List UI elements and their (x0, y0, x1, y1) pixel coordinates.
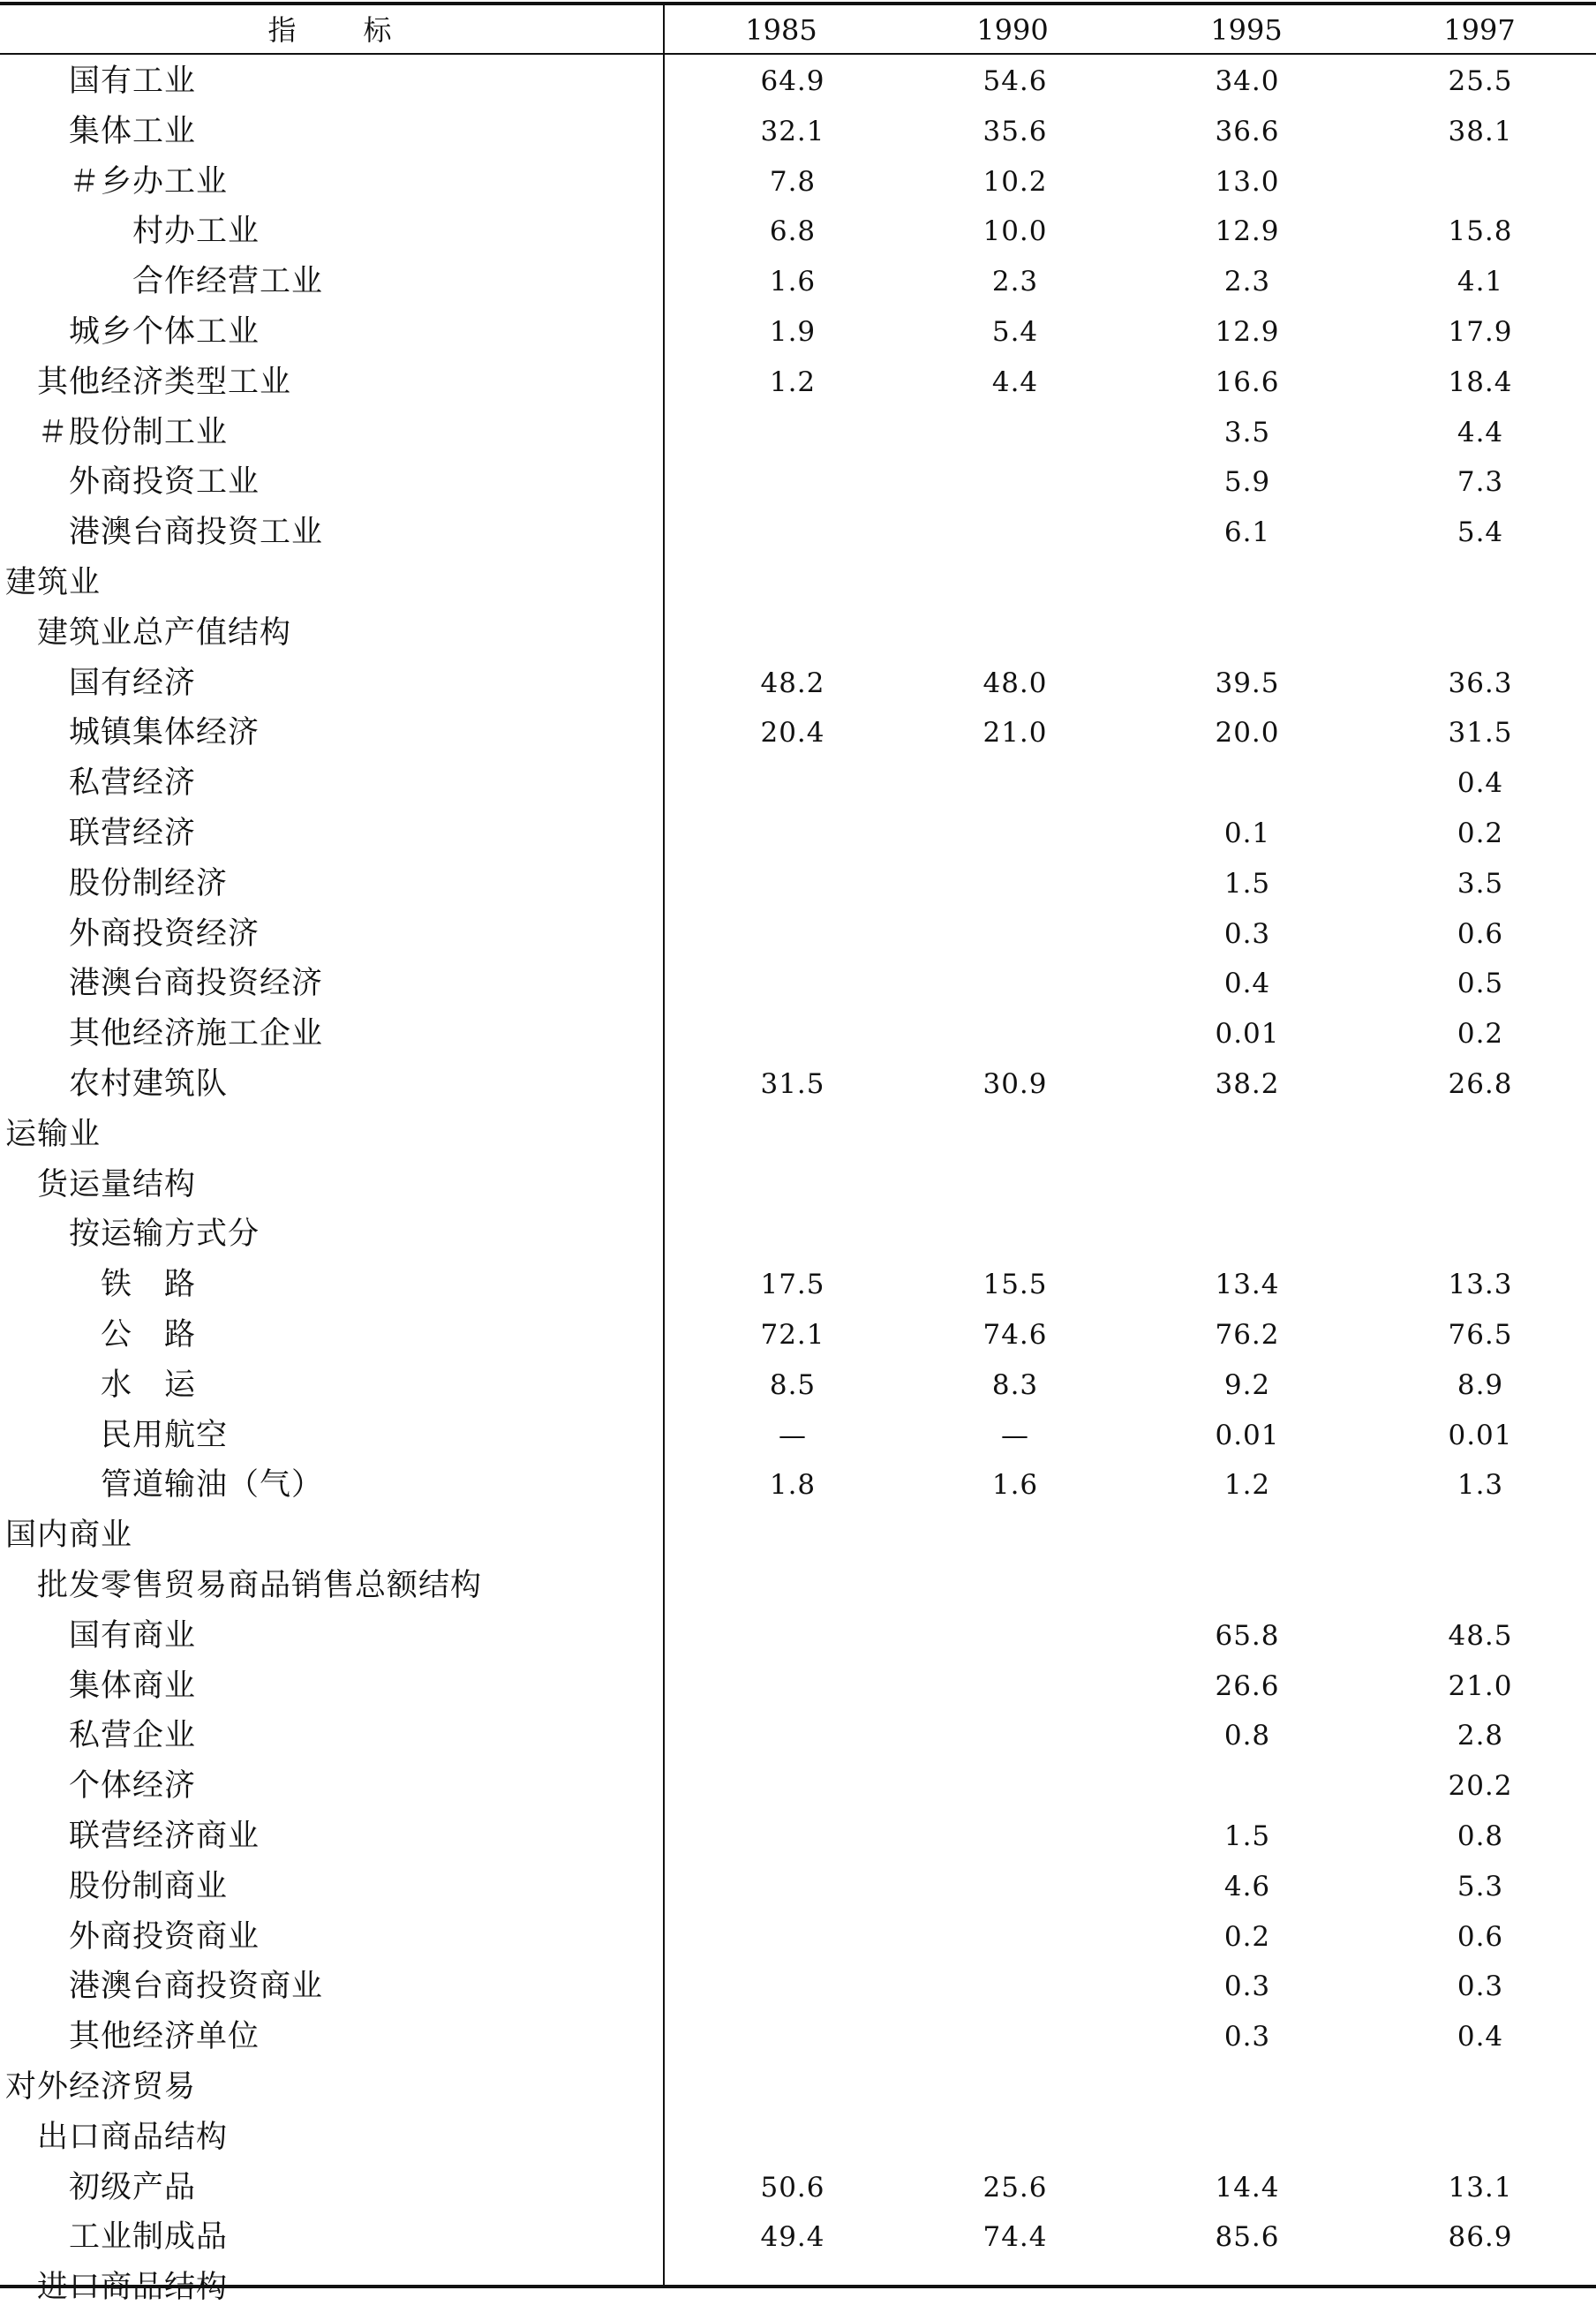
value-cell: 49.4 (760, 2221, 825, 2254)
value-cell (1159, 558, 1336, 608)
value-cell: 0.4 (1457, 767, 1504, 800)
value-cell: 13.3 (1448, 1269, 1513, 1301)
table-row (0, 809, 1596, 859)
value-cell (927, 809, 1103, 859)
row-label: 城乡个体工业 (69, 314, 260, 350)
value-cell: 25.6 (982, 2171, 1048, 2204)
value-cell: 13.0 (1215, 165, 1280, 198)
table-row (0, 2113, 1596, 2163)
value-cell: 31.5 (760, 1068, 825, 1100)
value-cell: 20.2 (1448, 1770, 1513, 1803)
table-row (0, 408, 1596, 458)
table-row (0, 207, 1596, 257)
value-cell: 3.5 (1457, 867, 1504, 900)
value-cell: 12.9 (1215, 316, 1280, 348)
value-cell: 15.5 (982, 1269, 1048, 1301)
value-cell (927, 457, 1103, 508)
value-cell (1392, 1110, 1569, 1160)
row-label: 联营经济 (69, 816, 197, 851)
row-label: 集体商业 (69, 1668, 197, 1704)
value-cell: 5.4 (1457, 516, 1504, 549)
value-cell: 1.5 (1223, 867, 1271, 900)
header-indicator: 指 标 (267, 13, 395, 47)
value-cell (927, 1761, 1103, 1812)
value-cell (704, 1962, 881, 2012)
value-cell (927, 959, 1103, 1009)
value-cell: 39.5 (1215, 667, 1280, 699)
row-label: 货运量结构 (37, 1166, 197, 1202)
value-cell: 26.6 (1215, 1669, 1280, 1702)
value-cell: 7.8 (769, 165, 817, 198)
value-cell (927, 758, 1103, 809)
value-cell (704, 1611, 881, 1661)
row-label: 民用航空 (101, 1417, 229, 1453)
row-label: 批发零售贸易商品销售总额结构 (37, 1568, 483, 1603)
value-cell (1159, 1761, 1336, 1812)
row-label: ＃乡办工业 (69, 163, 229, 200)
row-label: 私营经济 (69, 765, 197, 802)
row-label: 合作经营工业 (132, 264, 324, 300)
row-label: 进口商品结构 (37, 2270, 229, 2306)
value-cell: 1.2 (769, 365, 817, 398)
table-row (0, 1611, 1596, 1661)
row-label: 对外经济贸易 (5, 2069, 197, 2105)
table-row (0, 508, 1596, 558)
value-cell: 13.1 (1448, 2171, 1513, 2204)
row-label: ＃股份制工业 (37, 414, 229, 450)
value-cell: 0.4 (1457, 2021, 1504, 2053)
row-label: 村办工业 (132, 214, 260, 250)
value-cell (927, 909, 1103, 960)
header-year: 1995 (1210, 13, 1283, 47)
table-row (0, 708, 1596, 758)
value-cell: 1.6 (769, 266, 817, 298)
value-cell: 0.4 (1223, 968, 1271, 1000)
table-row (0, 1962, 1596, 2012)
value-cell: 0.2 (1223, 1920, 1271, 1953)
value-cell (927, 558, 1103, 608)
value-cell (927, 1209, 1103, 1260)
value-cell: 1.2 (1223, 1469, 1271, 1502)
row-label: 外商投资商业 (69, 1918, 260, 1955)
value-cell (927, 608, 1103, 659)
table-row (0, 1511, 1596, 1561)
row-label: 出口商品结构 (37, 2119, 229, 2155)
value-cell: 5.4 (991, 316, 1039, 348)
value-cell (927, 1160, 1103, 1210)
value-cell: 0.01 (1215, 1419, 1280, 1451)
table-row (0, 1411, 1596, 1461)
value-cell (927, 1862, 1103, 1912)
table-row (0, 107, 1596, 157)
value-cell (927, 859, 1103, 909)
value-cell (704, 1912, 881, 1963)
value-cell: 48.5 (1448, 1619, 1513, 1652)
value-cell: 2.3 (1223, 266, 1271, 298)
value-cell: 74.6 (982, 1319, 1048, 1351)
top-rule (0, 2, 1596, 5)
value-cell: 26.8 (1448, 1068, 1513, 1100)
table-row (0, 2212, 1596, 2263)
value-cell (1159, 2062, 1336, 2113)
value-cell (927, 1912, 1103, 1963)
value-cell: 0.3 (1457, 1970, 1504, 2003)
table-row (0, 1812, 1596, 1862)
table-row (0, 859, 1596, 909)
row-label: 集体工业 (69, 113, 197, 149)
value-cell (1392, 1160, 1569, 1210)
value-cell (927, 1561, 1103, 1611)
value-cell (704, 2012, 881, 2062)
table-row (0, 1110, 1596, 1160)
row-label: 股份制经济 (69, 865, 229, 901)
table-row (0, 1912, 1596, 1963)
value-cell (1392, 2263, 1569, 2313)
row-label: 联营经济商业 (69, 1819, 260, 1854)
value-cell: 10.0 (982, 215, 1048, 248)
table-row (0, 2062, 1596, 2113)
value-cell: 1.9 (769, 316, 817, 348)
value-cell: 2.3 (991, 266, 1039, 298)
row-label: 国有商业 (69, 1617, 197, 1654)
table-row (0, 959, 1596, 1009)
table-row (0, 1761, 1596, 1812)
value-cell (927, 2263, 1103, 2313)
value-cell (704, 859, 881, 909)
value-cell: 0.3 (1223, 917, 1271, 950)
value-cell (704, 1661, 881, 1712)
value-cell (1159, 1209, 1336, 1260)
value-cell: 21.0 (1448, 1669, 1513, 1702)
row-label: 水 运 (101, 1367, 197, 1403)
table-row (0, 758, 1596, 809)
value-cell: 8.5 (769, 1368, 817, 1401)
table-row (0, 1310, 1596, 1360)
table-row (0, 1661, 1596, 1712)
table-row (0, 1260, 1596, 1310)
value-cell: 36.6 (1215, 115, 1280, 147)
value-cell: 36.3 (1448, 667, 1513, 699)
value-cell (927, 1962, 1103, 2012)
value-cell: 8.3 (991, 1368, 1039, 1401)
value-cell: 10.2 (982, 165, 1048, 198)
table-row (0, 659, 1596, 709)
row-label: 个体经济 (69, 1768, 197, 1804)
row-label: 工业制成品 (69, 2219, 229, 2256)
table-row (0, 1009, 1596, 1059)
value-cell (704, 2263, 881, 2313)
value-cell (1392, 1561, 1569, 1611)
value-cell (704, 2113, 881, 2163)
value-cell: 74.4 (982, 2221, 1048, 2254)
value-cell (704, 959, 881, 1009)
value-cell (704, 1160, 881, 1210)
value-cell (704, 1862, 881, 1912)
value-cell: 20.0 (1215, 717, 1280, 750)
value-cell: 50.6 (760, 2171, 825, 2204)
value-cell: 0.6 (1457, 1920, 1504, 1953)
value-cell: 7.3 (1457, 466, 1504, 499)
value-cell (704, 558, 881, 608)
value-cell: — (779, 1419, 807, 1451)
value-cell: 38.2 (1215, 1068, 1280, 1100)
row-label: 外商投资工业 (69, 464, 260, 501)
value-cell (1392, 1209, 1569, 1260)
value-cell: 1.8 (769, 1469, 817, 1502)
value-cell: 0.2 (1457, 1018, 1504, 1051)
row-label: 按运输方式分 (69, 1217, 260, 1253)
row-label: 港澳台商投资工业 (69, 515, 324, 551)
value-cell (927, 1812, 1103, 1862)
value-cell (927, 2062, 1103, 2113)
value-cell (927, 1110, 1103, 1160)
value-cell (1392, 157, 1569, 207)
value-cell (1159, 1561, 1336, 1611)
value-cell: 0.01 (1215, 1018, 1280, 1051)
value-cell (704, 1711, 881, 1761)
value-cell (704, 1561, 881, 1611)
value-cell: 6.1 (1223, 516, 1271, 549)
value-cell: 6.8 (769, 215, 817, 248)
row-label: 农村建筑队 (69, 1066, 229, 1102)
value-cell: 76.2 (1215, 1319, 1280, 1351)
value-cell: 2.8 (1457, 1720, 1504, 1752)
value-cell (927, 1611, 1103, 1661)
row-label: 建筑业 (5, 565, 102, 600)
value-cell (1392, 2062, 1569, 2113)
value-cell: 64.9 (760, 65, 825, 97)
value-cell: 8.9 (1457, 1368, 1504, 1401)
table-row (0, 1209, 1596, 1260)
table-row (0, 1711, 1596, 1761)
value-cell: 0.2 (1457, 817, 1504, 849)
table-row (0, 608, 1596, 659)
row-label: 城镇集体经济 (69, 715, 260, 751)
value-cell: 31.5 (1448, 717, 1513, 750)
value-cell: 65.8 (1215, 1619, 1280, 1652)
value-cell (704, 1761, 881, 1812)
value-cell: 25.5 (1448, 65, 1513, 97)
table-row (0, 1561, 1596, 1611)
value-cell: 5.9 (1223, 466, 1271, 499)
value-cell: 17.5 (760, 1269, 825, 1301)
value-cell (1392, 1511, 1569, 1561)
value-cell (704, 457, 881, 508)
value-cell: 0.3 (1223, 2021, 1271, 2053)
value-cell: 17.9 (1448, 316, 1513, 348)
value-cell: 4.6 (1223, 1870, 1271, 1902)
value-cell (1159, 2113, 1336, 2163)
table-row (0, 257, 1596, 307)
value-cell (1159, 1511, 1336, 1561)
value-cell: 12.9 (1215, 215, 1280, 248)
value-cell (1159, 1160, 1336, 1210)
value-cell (927, 508, 1103, 558)
header-year: 1997 (1443, 13, 1516, 47)
value-cell: 1.6 (991, 1469, 1039, 1502)
value-cell (927, 2012, 1103, 2062)
table-row (0, 909, 1596, 960)
table-row (0, 157, 1596, 207)
row-label: 港澳台商投资经济 (69, 966, 324, 1002)
header-year: 1985 (745, 13, 817, 47)
value-cell: 48.2 (760, 667, 825, 699)
value-cell (927, 1511, 1103, 1561)
value-cell (704, 408, 881, 458)
value-cell: 35.6 (982, 115, 1048, 147)
row-label: 国有经济 (69, 665, 197, 701)
value-cell: 0.5 (1457, 968, 1504, 1000)
table-row (0, 1360, 1596, 1411)
value-cell (927, 2113, 1103, 2163)
value-cell (704, 608, 881, 659)
value-cell (704, 2062, 881, 2113)
row-label: 国内商业 (5, 1518, 133, 1554)
value-cell: 4.4 (1457, 416, 1504, 448)
row-label: 建筑业总产值结构 (37, 614, 292, 651)
row-label: 铁 路 (101, 1267, 197, 1303)
value-cell (1159, 758, 1336, 809)
row-label: 初级产品 (69, 2169, 197, 2205)
value-cell: 38.1 (1448, 115, 1513, 147)
value-cell (927, 1661, 1103, 1712)
value-cell (704, 758, 881, 809)
value-cell (704, 1110, 881, 1160)
row-label: 运输业 (5, 1116, 102, 1152)
row-label: 港澳台商投资商业 (69, 1969, 324, 2005)
table-row (0, 457, 1596, 508)
value-cell: — (1001, 1419, 1029, 1451)
value-cell: 54.6 (982, 65, 1048, 97)
value-cell: 0.01 (1448, 1419, 1513, 1451)
row-label: 管道输油（气） (101, 1467, 324, 1503)
value-cell (927, 1711, 1103, 1761)
value-cell: 14.4 (1215, 2171, 1280, 2204)
table-row (0, 307, 1596, 358)
table-row (0, 1059, 1596, 1110)
value-cell (1159, 1110, 1336, 1160)
row-label: 股份制商业 (69, 1868, 229, 1904)
value-cell: 0.6 (1457, 917, 1504, 950)
value-cell (704, 1511, 881, 1561)
value-cell (704, 1209, 881, 1260)
value-cell (927, 408, 1103, 458)
row-label: 其他经济施工企业 (69, 1016, 324, 1052)
value-cell: 86.9 (1448, 2221, 1513, 2254)
value-cell (1392, 558, 1569, 608)
value-cell (704, 508, 881, 558)
value-cell: 16.6 (1215, 365, 1280, 398)
value-cell: 30.9 (982, 1068, 1048, 1100)
value-cell (1392, 2113, 1569, 2163)
value-cell: 0.8 (1457, 1820, 1504, 1852)
value-cell: 20.4 (760, 717, 825, 750)
table-row (0, 1460, 1596, 1511)
table-row (0, 558, 1596, 608)
value-cell: 0.1 (1223, 817, 1271, 849)
header-year: 1990 (976, 13, 1049, 47)
header-rule (0, 53, 1596, 55)
table-row (0, 2163, 1596, 2213)
value-cell: 0.3 (1223, 1970, 1271, 2003)
row-label: 其他经济单位 (69, 2019, 260, 2055)
value-cell: 9.2 (1223, 1368, 1271, 1401)
value-cell: 76.5 (1448, 1319, 1513, 1351)
table-row (0, 358, 1596, 408)
row-label: 国有工业 (69, 64, 197, 99)
table-row (0, 2263, 1596, 2313)
value-cell (704, 909, 881, 960)
value-cell: 0.8 (1223, 1720, 1271, 1752)
table-row (0, 57, 1596, 107)
value-cell: 32.1 (760, 115, 825, 147)
value-cell: 48.0 (982, 667, 1048, 699)
value-cell: 21.0 (982, 717, 1048, 750)
value-cell: 1.5 (1223, 1820, 1271, 1852)
row-label: 公 路 (101, 1317, 197, 1352)
value-cell (704, 1812, 881, 1862)
value-cell: 4.4 (991, 365, 1039, 398)
row-label: 外商投资经济 (69, 915, 260, 952)
value-cell: 3.5 (1223, 416, 1271, 448)
value-cell (704, 1009, 881, 1059)
value-cell (1392, 608, 1569, 659)
value-cell: 4.1 (1457, 266, 1504, 298)
value-cell (1159, 2263, 1336, 2313)
value-cell: 18.4 (1448, 365, 1513, 398)
value-cell: 85.6 (1215, 2221, 1280, 2254)
value-cell: 15.8 (1448, 215, 1513, 248)
value-cell: 34.0 (1215, 65, 1280, 97)
value-cell: 5.3 (1457, 1870, 1504, 1902)
value-cell: 72.1 (760, 1319, 825, 1351)
value-cell (927, 1009, 1103, 1059)
table-row (0, 1160, 1596, 1210)
table-row (0, 2012, 1596, 2062)
value-cell: 13.4 (1215, 1269, 1280, 1301)
value-cell (704, 809, 881, 859)
value-cell (1159, 608, 1336, 659)
row-label: 私营企业 (69, 1718, 197, 1754)
row-label: 其他经济类型工业 (37, 364, 292, 400)
table-row (0, 1862, 1596, 1912)
value-cell: 1.3 (1457, 1469, 1504, 1502)
